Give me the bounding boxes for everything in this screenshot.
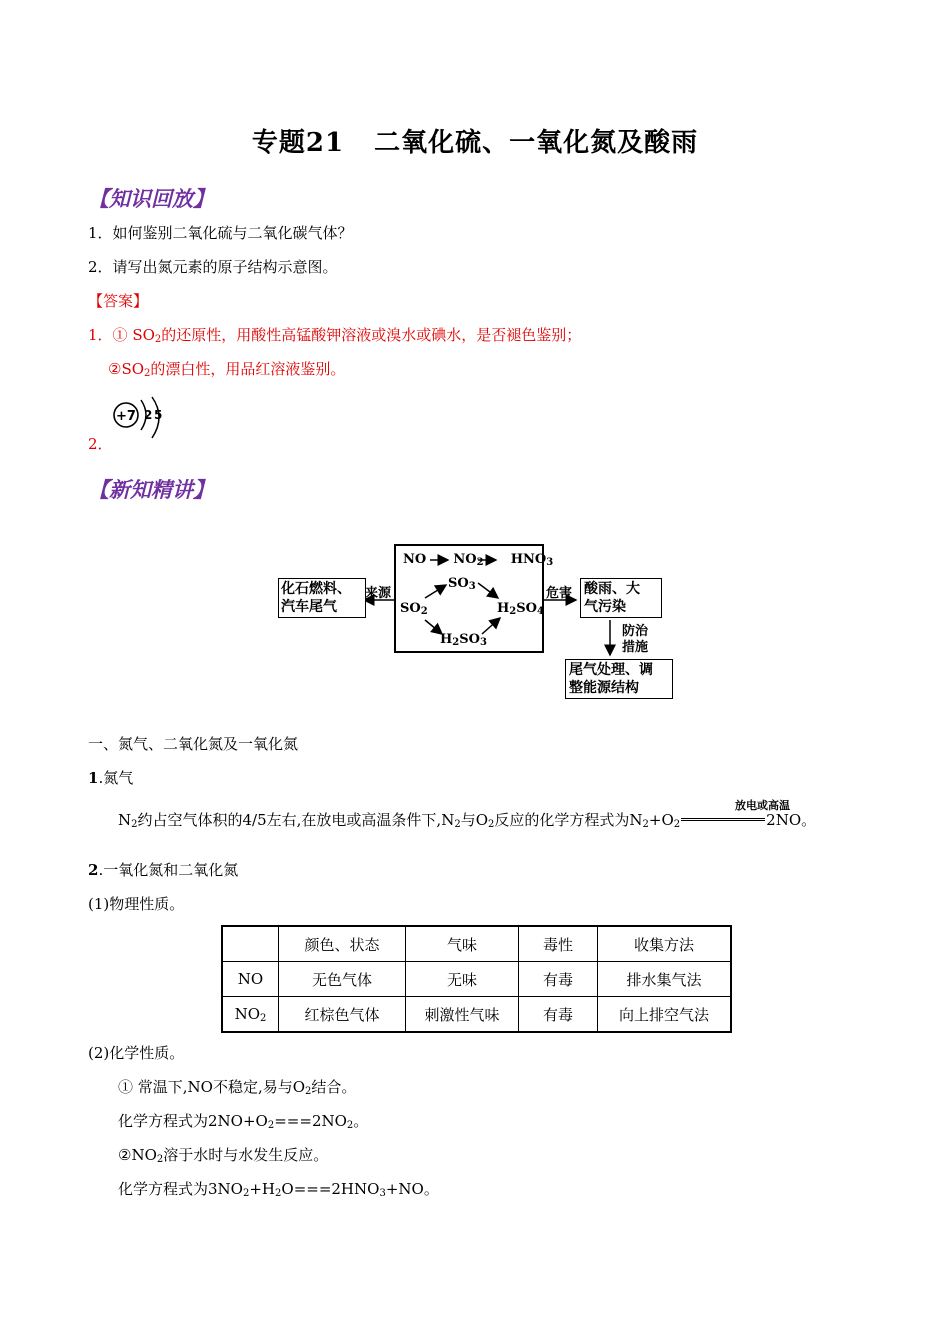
answer-2-label: 2． — [88, 435, 113, 453]
answer-1a-text: 的还原性，用酸性高锰酸钾溶液或溴水或碘水，是否褪色鉴别； — [161, 326, 582, 344]
source-line-1: 化石燃料、 — [281, 581, 351, 597]
chem-prop-1: ① 常温下,NO不稳定,易与$O_2$结合。 — [118, 1078, 357, 1097]
harm-line-2: 气污染 — [584, 599, 626, 615]
n2-text-c: 与 — [460, 811, 476, 829]
measure-box — [565, 659, 673, 699]
chemical-properties-heading: (2)化学性质。 — [88, 1044, 185, 1062]
section-1-heading: 一、氮气、二氧化氮及一氧化氮 — [88, 735, 299, 753]
chem-no-chain: NO $NO_2$ $HNO_3$ — [403, 552, 554, 568]
n2-product: 2NO。 — [766, 811, 817, 829]
chem-prop-1-text: ① 常温下,NO不稳定,易与 — [118, 1078, 293, 1096]
nitrogen-atom-diagram — [110, 394, 168, 444]
table-header-cell: 毒性 — [519, 926, 598, 962]
table-cell: 排水集气法 — [598, 962, 732, 997]
sub-1-number: 1 — [88, 769, 99, 787]
chem-prop-1-end: 结合。 — [311, 1078, 357, 1096]
nitrogen-sentence: $N_2$约占空气体积的4/5左右,在放电或高温条件下$,N_2$与$O_2$反应的化学方程式为$N_2+O_2$ 2NO。 — [118, 811, 817, 830]
question-1: 1．如何鉴别二氧化硫与二氧化碳气体？ — [88, 224, 353, 242]
properties-table — [221, 925, 732, 1033]
answer-1a: 1．① $SO_2$的还原性，用酸性高锰酸钾溶液或溴水或碘水，是否褪色鉴别； — [88, 326, 582, 345]
chem-h2so3: $H_2SO_3$ — [440, 632, 487, 648]
review-heading: 【知识回放】 — [88, 186, 214, 211]
title-text: 二氧化硫、一氧化氮及酸雨 — [374, 128, 699, 158]
table-header-cell — [222, 926, 279, 962]
equation-condition: 放电或高温 — [735, 799, 790, 812]
harm-box — [580, 578, 662, 618]
n2-text-d: 反应的化学方程式为 — [494, 811, 630, 829]
table-row — [222, 997, 731, 1033]
chem-so2: $SO_2$ — [400, 601, 428, 617]
prevent-label — [622, 624, 648, 656]
table-cell: 有毒 — [519, 962, 598, 997]
page-title — [0, 122, 950, 159]
new-heading: 【新知精讲】 — [88, 477, 214, 502]
arrow-so2-so3 — [425, 585, 446, 598]
table-header-cell: 颜色、状态 — [279, 926, 406, 962]
chem-prop-2-text: 溶于水时与水发生反应。 — [163, 1146, 329, 1164]
equation-2: 化学方程式为$3NO_2+H_2O===2HNO_3+NO$。 — [118, 1180, 439, 1199]
n2-text-b: 4/5左右,在放电或高温条件下, — [242, 811, 442, 829]
equation-2-label: 化学方程式为 — [118, 1180, 209, 1198]
table-header-row — [222, 926, 731, 962]
source-line-2: 汽车尾气 — [281, 599, 337, 615]
equation-1: 化学方程式为$2NO+O_2===2NO_2$。 — [118, 1112, 369, 1131]
title-number: 专题21 — [251, 128, 345, 158]
n2-text-a: 约占空气体积的 — [137, 811, 243, 829]
answer-label: 【答案】 — [88, 292, 149, 310]
nucleus-charge: +7 — [116, 409, 136, 424]
equation-1-label: 化学方程式为 — [118, 1112, 209, 1130]
arrow-so3-h2so4 — [478, 583, 498, 598]
sub-2-heading — [88, 859, 238, 880]
table-header-cell: 气味 — [406, 926, 519, 962]
equation-bar — [681, 818, 765, 821]
table-cell: 无味 — [406, 962, 519, 997]
shell-1-electrons: 2 — [144, 408, 153, 422]
sub-1-text: .氮气 — [98, 769, 134, 787]
chem-so3: $SO_3$ — [448, 576, 476, 592]
table-header-cell: 收集方法 — [598, 926, 732, 962]
table-cell: 向上排空气法 — [598, 997, 732, 1033]
source-label: 来源 — [365, 586, 392, 601]
table-cell: $NO_2$ — [222, 997, 279, 1033]
question-2: 2．请写出氮元素的原子结构示意图。 — [88, 258, 338, 276]
chem-h2so4: $H_2SO_4$ — [497, 601, 544, 617]
chem-prop-2: $②NO_2$溶于水时与水发生反应。 — [118, 1146, 329, 1165]
physical-properties-heading: (1)物理性质。 — [88, 895, 185, 913]
prevent-line-1: 防治 — [622, 624, 649, 639]
answer-1b-prefix: ② — [108, 360, 122, 378]
table-cell: 刺激性气味 — [406, 997, 519, 1033]
table-cell: 有毒 — [519, 997, 598, 1033]
answer-1b: $②SO_2$的漂白性，用品红溶液鉴别。 — [108, 360, 346, 379]
source-box — [278, 578, 366, 618]
answer-1a-prefix: 1．① — [88, 326, 128, 344]
harm-line-1: 酸雨、大 — [584, 581, 640, 597]
table-cell: 无色气体 — [279, 962, 406, 997]
table-row — [222, 962, 731, 997]
measure-line-2: 整能源结构 — [569, 680, 639, 696]
sub-2-number: 2 — [88, 861, 99, 879]
table-cell: NO — [222, 962, 279, 997]
sub-1-heading — [88, 767, 133, 788]
prevent-line-2: 措施 — [622, 640, 649, 655]
sub-2-text: .一氧化氮和二氧化氮 — [98, 861, 239, 879]
table-cell: 红棕色气体 — [279, 997, 406, 1033]
answer-1b-text: 的漂白性，用品红溶液鉴别。 — [150, 360, 346, 378]
harm-label: 危害 — [546, 586, 573, 601]
shell-2-electrons: 5 — [154, 408, 163, 422]
measure-line-1: 尾气处理、调 — [569, 662, 653, 678]
